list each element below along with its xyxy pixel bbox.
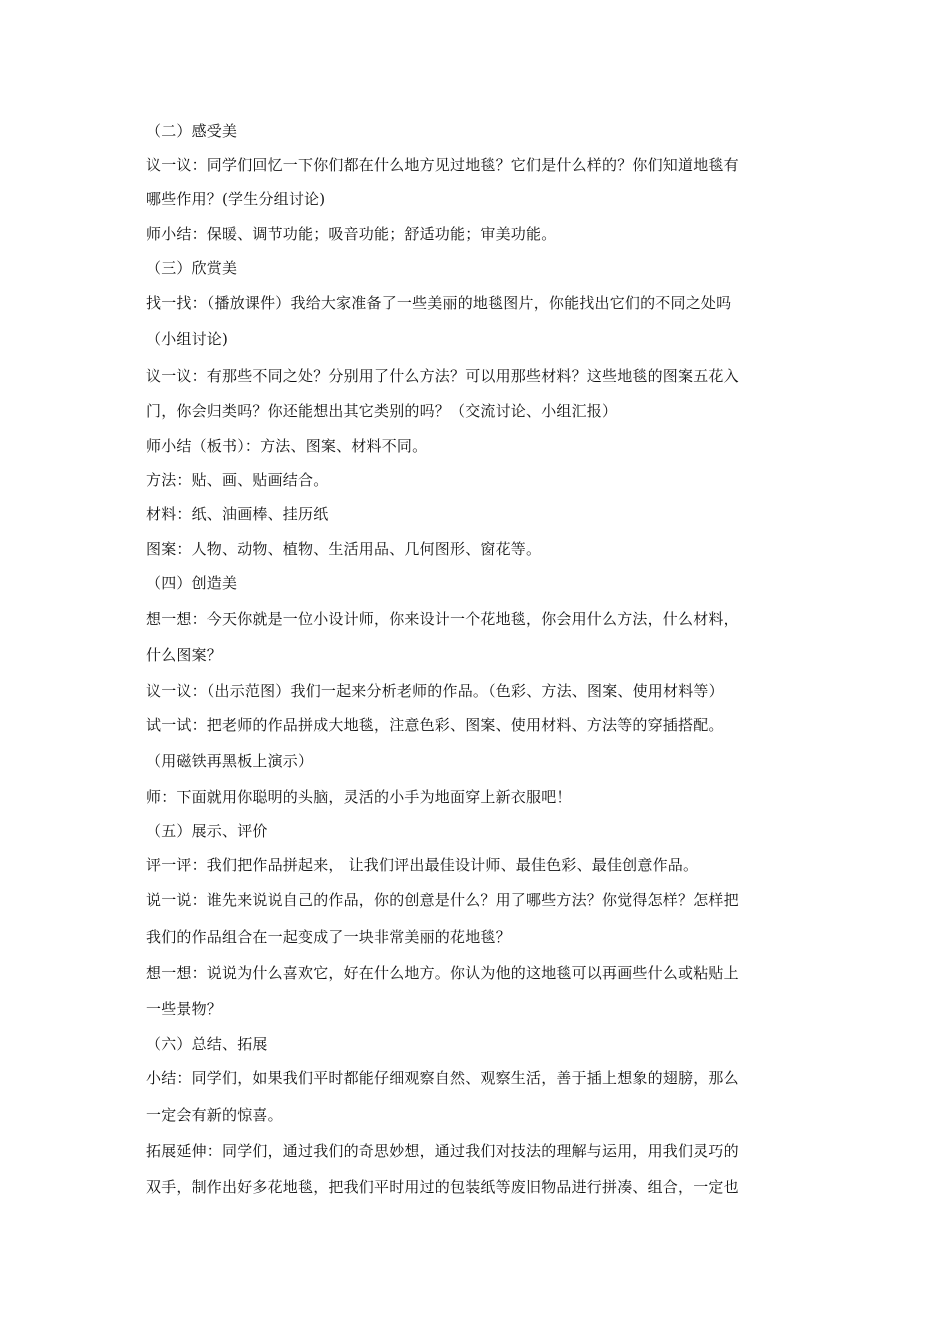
paragraph-line: （小组讨论) [146,330,229,348]
paragraph-line: （用磁铁再黑板上演示） [146,752,314,770]
paragraph-line: 师：下面就用你聪明的头脑，灵活的小手为地面穿上新衣服吧！ [146,788,572,806]
paragraph-line: 议一议：同学们回忆一下你们都在什么地方见过地毯？它们是什么样的？你们知道地毯有 [146,156,739,174]
paragraph-line: 想一想：今天你就是一位小设计师，你来设计一个花地毯，你会用什么方法，什么材料， [146,610,739,628]
paragraph-line: 找一找：（播放课件）我给大家准备了一些美丽的地毯图片，你能找出它们的不同之处吗 [146,294,732,312]
paragraph-line: 小结：同学们，如果我们平时都能仔细观察自然、观察生活，善于插上想象的翅膀，那么 [146,1069,739,1087]
section-heading-5: （五）展示、评价 [146,822,268,840]
paragraph-line: 师小结（板书）：方法、图案、材料不同。 [146,437,428,455]
paragraph-line: 什么图案？ [146,646,223,664]
paragraph-line: 想一想：说说为什么喜欢它，好在什么地方。你认为他的这地毯可以再画些什么或粘贴上 [146,964,739,982]
section-heading-4: （四）创造美 [146,574,238,592]
paragraph-line: 我们的作品组合在一起变成了一块非常美丽的花地毯？ [146,928,511,946]
paragraph-line: 材料：纸、油画棒、挂历纸 [146,505,329,523]
paragraph-line: 评一评：我们把作品拼起来， 让我们评出最佳设计师、最佳色彩、最佳创意作品。 [146,856,699,874]
paragraph-line: 拓展延伸：同学们，通过我们的奇思妙想，通过我们对技法的理解与运用，用我们灵巧的 [146,1142,739,1160]
paragraph-line: 图案：人物、动物、植物、生活用品、几何图形、窗花等。 [146,540,542,558]
paragraph-line: 试一试：把老师的作品拼成大地毯，注意色彩、图案、使用材料、方法等的穿插搭配。 [146,716,724,734]
section-heading-6: （六）总结、拓展 [146,1035,268,1053]
paragraph-line: 门，你会归类吗？你还能想出其它类别的吗？（交流讨论、小组汇报） [146,402,618,420]
paragraph-line: 一些景物？ [146,1000,223,1018]
paragraph-line: 方法：贴、画、贴画结合。 [146,471,329,489]
section-heading-2: （二）感受美 [146,122,238,140]
paragraph-line: 双手，制作出好多花地毯，把我们平时用过的包装纸等废旧物品进行拼凑、组合，一定也 [146,1178,739,1196]
paragraph-line: 师小结：保暖、调节功能；吸音功能；舒适功能；审美功能。 [146,225,557,243]
paragraph-line: 哪些作用？(学生分组讨论) [146,190,326,208]
paragraph-line: 一定会有新的惊喜。 [146,1106,283,1124]
section-heading-3: （三）欣赏美 [146,259,238,277]
paragraph-line: 说一说：谁先来说说自己的作品，你的创意是什么？用了哪些方法？你觉得怎样？怎样把 [146,891,739,909]
paragraph-line: 议一议：有那些不同之处？分别用了什么方法？可以用那些材料？这些地毯的图案五花入 [146,367,739,385]
paragraph-line: 议一议：（出示范图）我们一起来分析老师的作品。（色彩、方法、图案、使用材料等） [146,682,724,700]
